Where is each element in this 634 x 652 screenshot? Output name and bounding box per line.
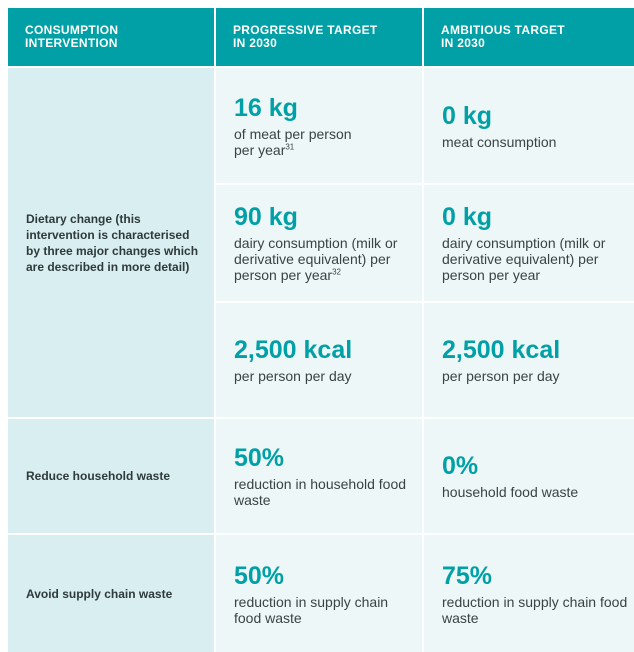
kcal-ambitious-desc: per person per day <box>442 368 560 384</box>
header-ambitious-target: AMBITIOUS TARGET IN 2030 <box>424 8 634 66</box>
label-supply-chain-waste <box>8 535 214 652</box>
meat-progressive-value: 16 kg <box>234 93 298 122</box>
meat-ambitious-cell <box>424 68 634 183</box>
kcal-ambitious-cell <box>424 303 634 417</box>
consumption-table <box>8 8 634 642</box>
label-dietary-change <box>8 68 214 417</box>
supply-ambitious-desc: reduction in supply chain food waste <box>442 593 628 626</box>
header-consumption-intervention: CONSUMPTION INTERVENTION <box>8 8 214 66</box>
household-ambitious-cell <box>424 419 634 533</box>
dairy-progressive-value: 90 kg <box>234 203 298 231</box>
dairy-progressive-cell <box>216 185 422 301</box>
header-progressive-target: PROGRESSIVE TARGET IN 2030 <box>216 8 422 66</box>
supply-ambitious-cell <box>424 535 634 652</box>
household-ambitious-desc: household food waste <box>442 484 579 500</box>
supply-chain-waste-text: Avoid supply chain waste <box>26 586 173 601</box>
meat-progressive-desc-a: of meat per person <box>234 125 352 142</box>
household-progressive-value: 50% <box>234 444 285 472</box>
footnote-31: 31 <box>285 141 295 151</box>
dairy-progressive-desc <box>234 235 412 283</box>
dietary-change-text: Dietary change (this intervention is characterised by three major changes which are described in more detail) <box>26 211 199 274</box>
household-ambitious-value: 0% <box>442 452 479 480</box>
kcal-progressive-desc: per person per day <box>234 368 352 384</box>
supply-progressive-desc: reduction in supply chain food waste <box>234 593 389 626</box>
meat-ambitious-value: 0 kg <box>442 101 493 130</box>
label-household-waste <box>8 419 214 533</box>
supply-progressive-cell <box>216 535 422 652</box>
household-progressive-cell <box>216 419 422 533</box>
dairy-ambitious-value: 0 kg <box>442 203 493 231</box>
meat-progressive-desc <box>234 126 412 158</box>
kcal-progressive-cell <box>216 303 422 417</box>
supply-progressive-value: 50% <box>234 561 285 590</box>
meat-progressive-cell <box>216 68 422 183</box>
supply-ambitious-value: 75% <box>442 561 493 590</box>
meat-progressive-desc-b: per year <box>234 141 286 158</box>
footnote-32: 32 <box>332 267 341 277</box>
dairy-progressive-desc-text: dairy consumption (milk or derivative equivalent) per person per year <box>234 235 398 283</box>
kcal-progressive-value: 2,500 kcal <box>234 336 353 364</box>
kcal-ambitious-value: 2,500 kcal <box>442 336 561 364</box>
dairy-ambitious-desc: dairy consumption (milk or derivative equivalent) per person per year <box>442 235 606 283</box>
household-progressive-desc: reduction in household food waste <box>234 476 407 508</box>
household-waste-text: Reduce household waste <box>26 469 171 483</box>
meat-ambitious-desc: meat consumption <box>442 133 557 150</box>
dairy-ambitious-cell <box>424 185 634 301</box>
